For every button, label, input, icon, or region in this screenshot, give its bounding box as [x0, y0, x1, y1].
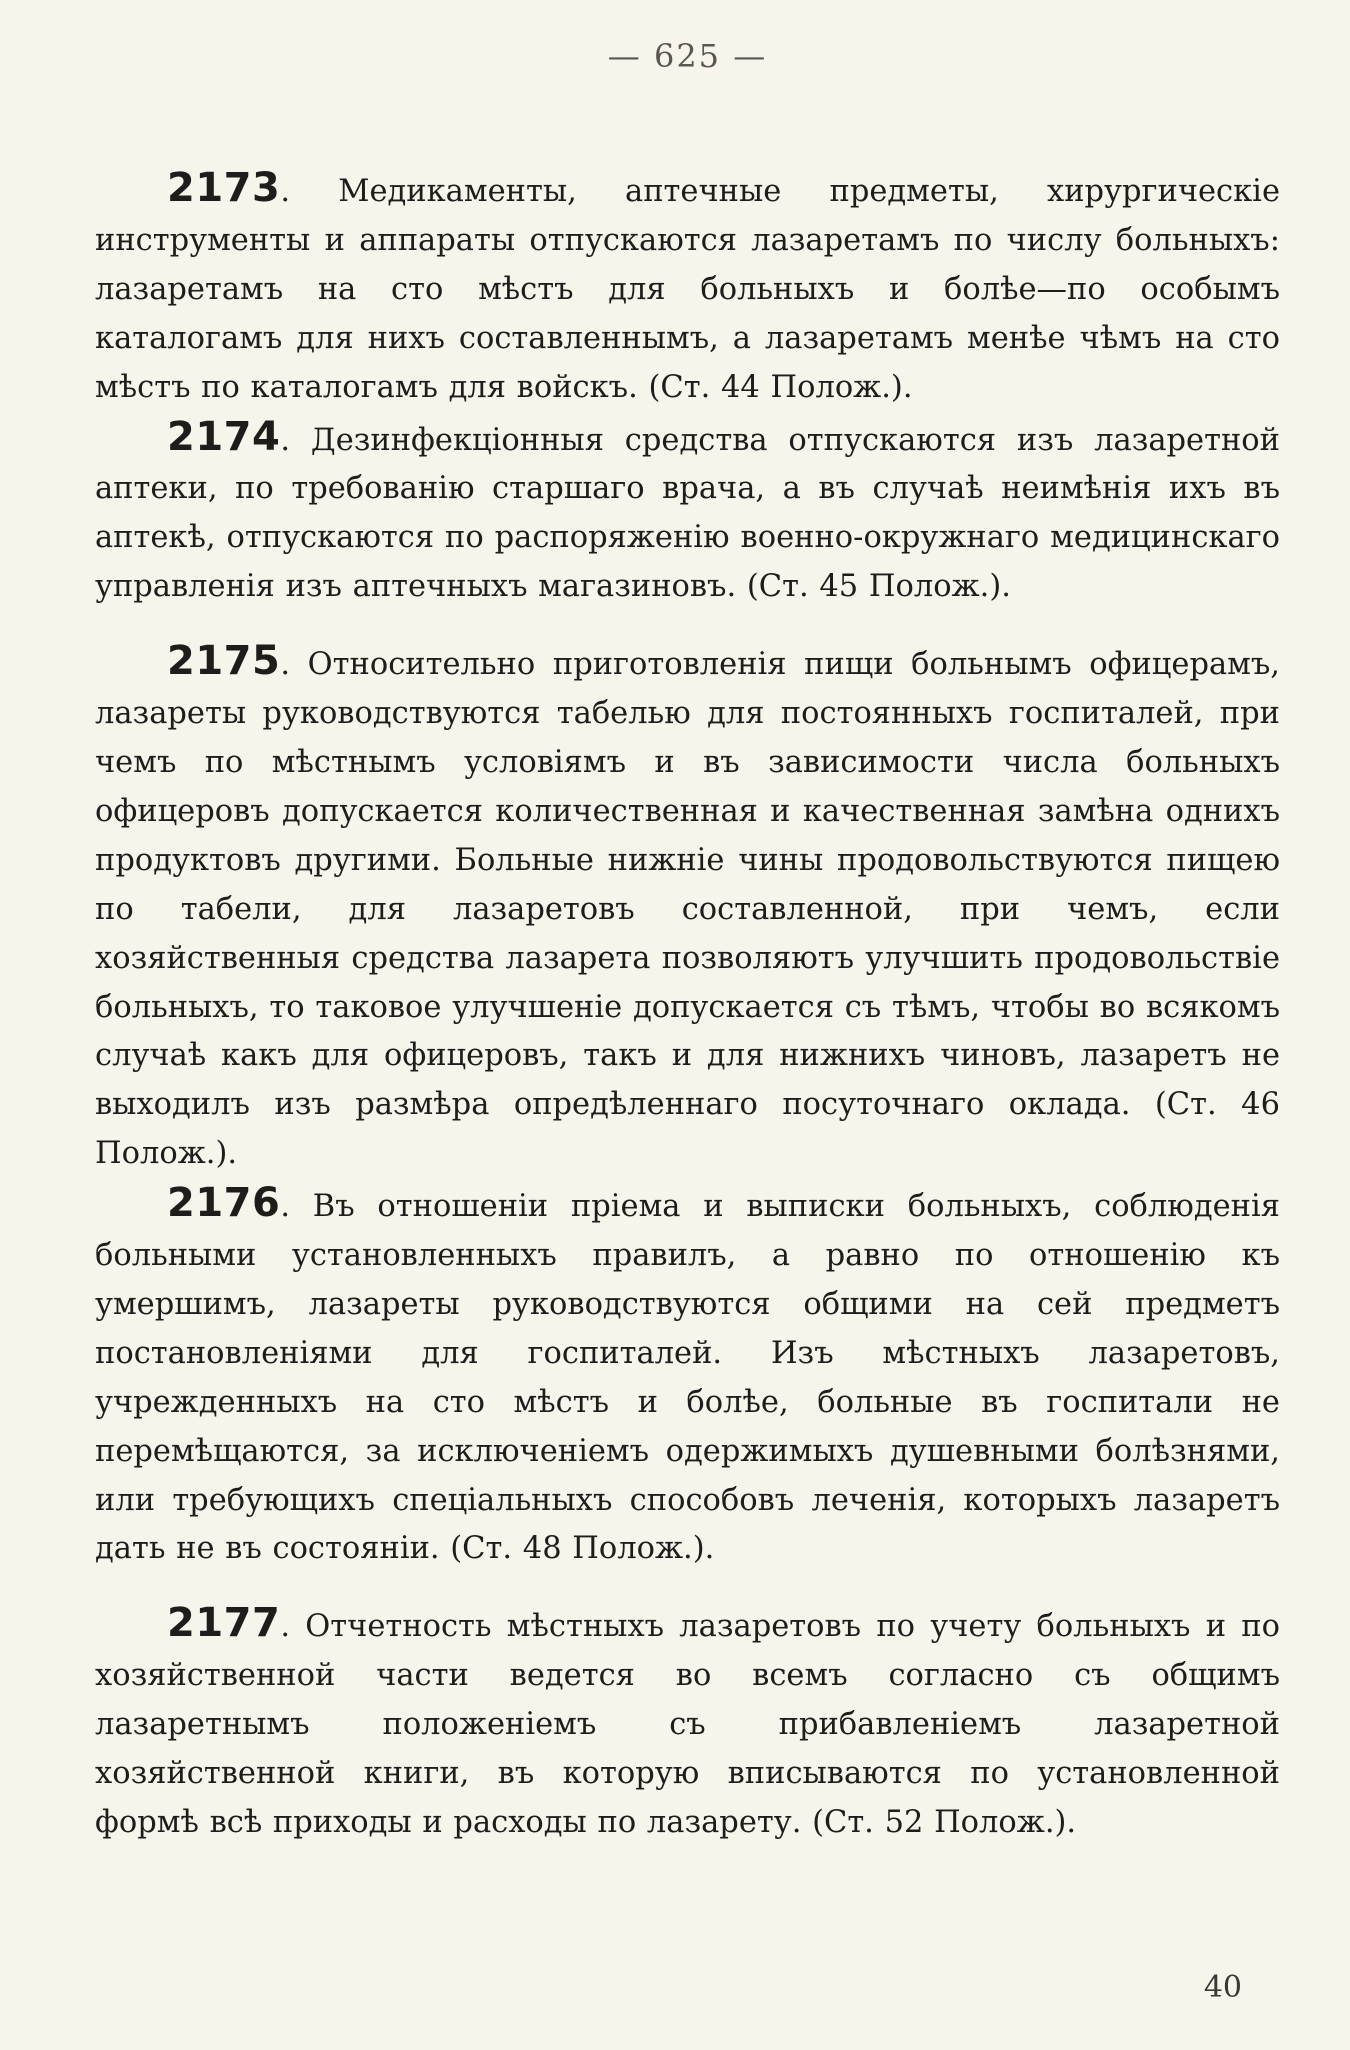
article-2173 [95, 164, 1280, 413]
article-2176 [95, 1179, 1280, 1574]
article-text: . Отчетность мѣстныхъ лазаретовъ по учету больныхъ и по хозяйственной части ведется во всемъ согласно съ общимъ лазаретнымъ положеніемъ съ прибавленіемъ лазаретной хозяйственной книги, въ которую вписываются по установленной формѣ всѣ приходы и расходы по лазарету. (Ст. 52 Полож.). [95, 1609, 1280, 1840]
article-text: . Медикаменты, аптечные предметы, хирургическіе инструменты и аппараты отпускаются лазаретамъ по числу больныхъ: лазаретамъ на сто мѣстъ для больныхъ и болѣе—по особымъ каталогамъ для нихъ составленнымъ, а лазаретамъ менѣе чѣмъ на сто мѣстъ по каталогамъ для войскъ. (Ст. 44 Полож.). [95, 174, 1280, 405]
article-2177 [95, 1599, 1280, 1848]
signature-mark: 40 [1203, 1970, 1242, 2005]
article-text: . Дезинфекціонныя средства отпускаются изъ лазаретной аптеки, по требованію старшаго врача, а въ случаѣ неимѣнія ихъ въ аптекѣ, отпускаются по распоряженію военно-окружнаго медицинскаго управленія изъ аптечныхъ магазиновъ. (Ст. 45 Полож.). [95, 422, 1280, 605]
article-number: 2173 [167, 165, 281, 211]
page-number-header: — 625 — [607, 37, 768, 75]
article-2174 [95, 413, 1280, 613]
article-number: 2177 [167, 1600, 281, 1647]
article-text: . Относительно приготовленія пищи больнымъ офицерамъ, лазареты руководствуются табелью для постоянныхъ госпиталей, при чемъ по мѣстнымъ условіямъ и въ зависимости числа больныхъ офицеровъ допускается количественная и качественная замѣна однихъ продуктовъ другими. Больные нижніе чины продовольствуются пищею по табели, для лазаретовъ составленной, при чемъ, если хозяйственныя средства лазарета позволяютъ улучшить продовольствіе больныхъ, то таковое улучшеніе допускается съ тѣмъ, чтобы во всякомъ случаѣ какъ для офицеровъ, такъ и для нижнихъ чиновъ, лазаретъ не выходилъ изъ размѣра опредѣленнаго посуточнаго оклада. (Ст. 46 Полож.). [95, 647, 1280, 1172]
article-number: 2176 [167, 1180, 281, 1227]
article-text: . Въ отношеніи пріема и выписки больныхъ, соблюденія больными установленныхъ правилъ, а равно по отношенію къ умершимъ, лазареты руководствуются общими на сей предметъ постановленіями для госпиталей. Изъ мѣстныхъ лазаретовъ, учрежденныхъ на сто мѣстъ и болѣе, больные въ госпитали не перемѣщаются, за исключеніемъ одержимыхъ душевными болѣзнями, или требующихъ спеціальныхъ способовъ леченія, которыхъ лазаретъ дать не въ состояніи. (Ст. 48 Полож.). [95, 1189, 1280, 1567]
article-number: 2174 [167, 413, 281, 460]
article-2175 [95, 637, 1280, 1179]
article-number: 2175 [167, 638, 281, 685]
